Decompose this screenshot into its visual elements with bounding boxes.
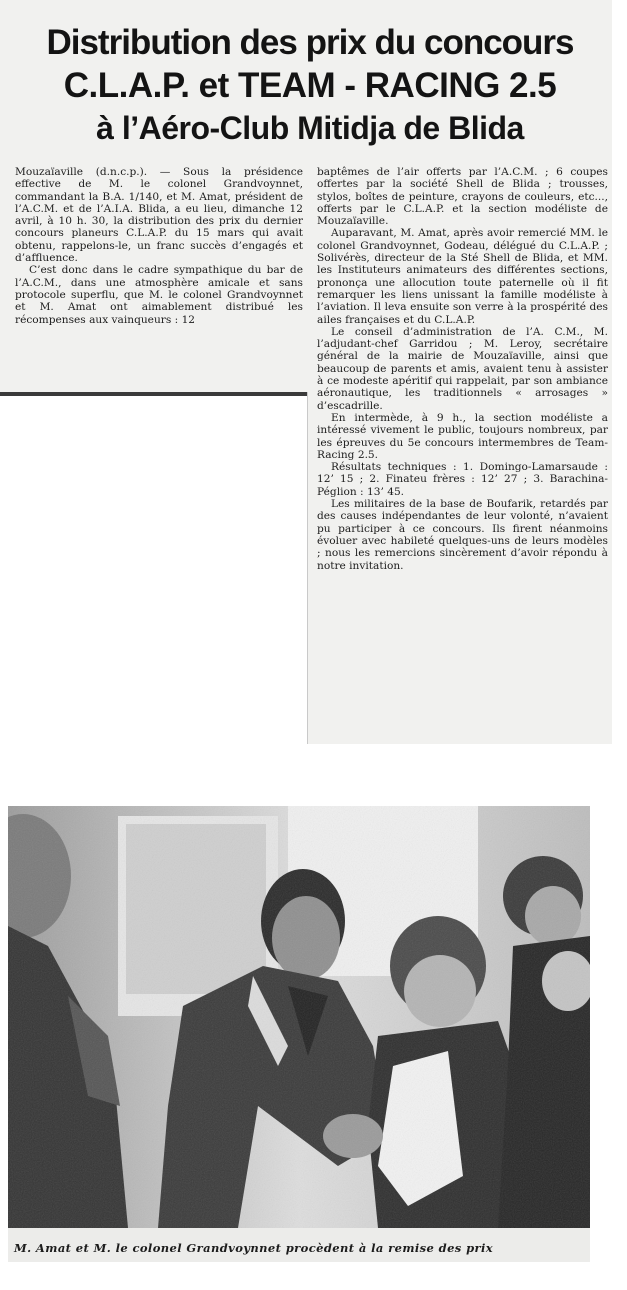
- headline: [10, 22, 610, 148]
- article-left-column: [15, 166, 303, 326]
- cutout-area: [0, 396, 307, 744]
- paragraph: En intermède, à 9 h., la section modéliste a intéressé vivement le public, toujours nombreux, par les épreuves du 5e concours intermembres de Team-Racing 2.5.: [317, 411, 608, 461]
- paragraph: baptêmes de l’air offerts par l’A.C.M. ; 6 coupes offertes par la société Shell de Blida ; trousses, stylos, boîtes de peinture, crayons de couleurs, etc..., offerts par le C.L.A.P. et la section modéliste de Mouzaïaville.: [317, 166, 608, 228]
- article-right-column: [317, 166, 608, 572]
- photo-caption: M. Amat et M. le colonel Grandvoynnet procèdent à la remise des prix: [14, 1241, 494, 1255]
- paragraph: Auparavant, M. Amat, après avoir remercié MM. le colonel Grandvoynnet, Godeau, délégué du C.L.A.P. ; Solivérès, directeur de la Sté Shell de Blida, et MM. les Instituteurs animateurs des différentes sections, prononça une allocution toute paternelle où il fit remarquer les liens unissant la famille modéliste à l’aviation. Il leva ensuite son verre à la prospérité des ailes françaises et du C.L.A.P.: [317, 227, 608, 326]
- paragraph: Le conseil d’administration de l’A. C.M., M. l’adjudant-chef Garridou ; M. Leroy, secrétaire général de la mairie de Mouzaïaville, ainsi que beaucoup de parents et amis, avaient tenu à assister à ce modeste apéritif qui rappelait, par son ambiance aéronautique, les traditionnels « arrosages » d’escadrille.: [317, 325, 608, 412]
- paragraph: Les militaires de la base de Boufarik, retardés par des causes indépendantes de leur volonté, n’avaient pu participer à ce concours. Ils firent néanmoins évoluer avec habileté quelques-uns de leurs modèles ; nous les remercions sincèrement d’avoir répondu à notre invitation.: [317, 498, 608, 572]
- headline-line-2: C.L.A.P. et TEAM - RACING 2.5: [63, 66, 557, 105]
- headline-line-3: à l’Aéro-Club Mitidja de Blida: [96, 110, 524, 146]
- news-photo: [8, 806, 590, 1228]
- cutout-edge: [307, 392, 308, 744]
- paragraph: Mouzaïaville (d.n.c.p.). — Sous la présidence effective de M. le colonel Grandvoynnet, commandant la B.A. 1/140, et M. Amat, président de l’A.C.M. et de l’A.I.A. Blida, a eu lieu, dimanche 12 avril, à 10 h. 30, la distribution des prix du dernier concours planeurs C.L.A.P. du 15 mars qui avait obtenu, rappelons-le, un franc succès d’engagés et d’affluence.: [15, 166, 303, 265]
- column-rule: [0, 392, 307, 396]
- headline-line-1: Distribution des prix du concours: [46, 23, 574, 62]
- paragraph: Résultats techniques : 1. Domingo-Lamarsaude : 12’ 15 ; 2. Finateu frères : 12’ 27 ; 3. Barachina-Péglion : 13’ 45.: [317, 461, 608, 498]
- paragraph: C’est donc dans le cadre sympathique du bar de l’A.C.M., dans une atmosphère amicale et sans protocole superflu, que M. le colonel Grandvoynnet et M. Amat ont aimablement distribué les récompenses aux vainqueurs : 12: [15, 264, 303, 326]
